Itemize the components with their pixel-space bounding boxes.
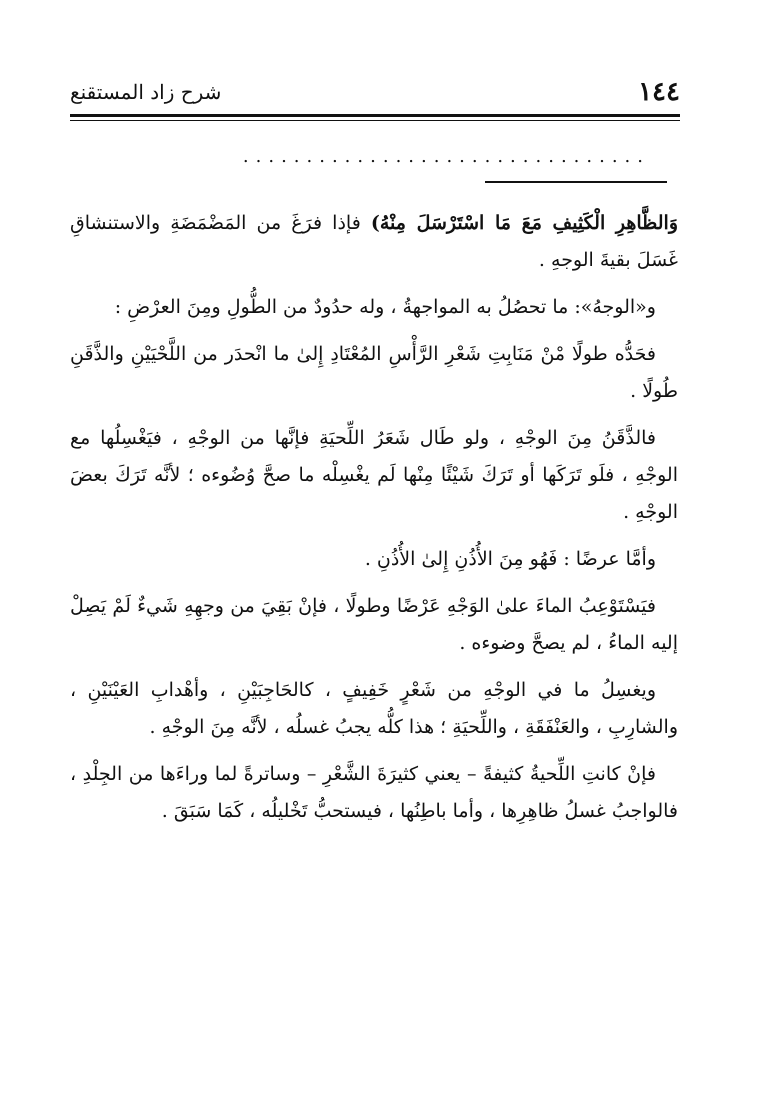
header-rule-thick <box>70 114 680 117</box>
page-number: ١٤٤ <box>638 77 680 107</box>
paragraph-2 <box>70 289 678 326</box>
section-rule <box>485 181 667 183</box>
paragraph-6 <box>70 588 678 662</box>
paragraph-text: و«الوجهُ»: ما تحصُلُ به المواجهةُ ، وله حدُودٌ من الطُّولِ ومِنَ العرْضِ : <box>114 296 656 318</box>
paragraph-text: فالذَّقَنُ مِنَ الوجْهِ ، ولو طَال شَعَرُ اللِّحيَةِ فإنَّها من الوجْهِ ، فيَغْسِلُها مع الوجْهِ ، فلَو تَرَكَها أو تَرَكَ شَيْئًا مِنْها لَم يغْسِلْه ما صحَّ وُضُوءه ؛ لأنَّه تَرَكَ بعضَ الوجْهِ . <box>70 427 678 523</box>
paragraph-7 <box>70 672 678 746</box>
body-text <box>70 205 678 840</box>
paragraph-text: فإنْ كانتِ اللِّحيةُ كثيفةً – يعني كثيرَةَ الشَّعْرِ – وساترةً لما وراءَها من الجِلْدِ ، فالواجبُ غسلُ ظاهِرِها ، وأما باطِنُها ، فيستحبُّ تَخْليلُه ، كَمَا سَبَقَ . <box>70 763 678 822</box>
paragraph-text: وأمَّا عرضًا : فَهُو مِنَ الأُذُنِ إِلىٰ الأُذُنِ . <box>364 548 656 570</box>
paragraph-8 <box>70 756 678 830</box>
paragraph-text: فحَدُّه طولًا مْنْ مَنَابِتِ شَعْرِ الرَّأْسِ المُعْتَادِ إِلىٰ ما انْحدَر من اللَّحْيَيْنِ والذَّقَنِ طُولًا . <box>70 343 678 402</box>
page-header <box>70 74 680 110</box>
paragraph-text: فيَسْتَوْعِبُ الماءَ علىٰ الوَجْهِ عَرْضًا وطولًا ، فإنْ بَقِيَ من وجهِهِ شَيءٌ لَمْ يَصِلْ إليه الماءُ ، لم يصحَّ وضوءه . <box>70 595 678 654</box>
paragraph-4 <box>70 420 678 531</box>
paragraph-3 <box>70 336 678 410</box>
running-title: شرح زاد المستقنع <box>70 80 222 104</box>
paragraph-1 <box>70 205 678 279</box>
matn-quote: وَالظَّاهِرِ الْكَثِيفِ مَعَ مَا اسْتَرْسَلَ مِنْهُ) <box>370 212 678 234</box>
paragraph-text: فإذا فرَغَ من المَضْمَضَةِ والاستنشاقِ غَسَلَ بقيةَ الوجهِ . <box>70 212 678 271</box>
dotted-separator: ................................ <box>242 146 650 167</box>
paragraph-5 <box>70 541 678 578</box>
paragraph-text: ويغسِلُ ما في الوجْهِ من شَعْرٍ خَفِيفٍ ، كالحَاجِبَيْنِ ، وأهْدابِ العَيْنَيْنِ ، والشارِبِ ، والعَنْفَقَةِ ، واللِّحيَةِ ؛ هذا كلُّه يجبُ غسلُه ، لأنَّه مِنَ الوجْهِ . <box>70 679 678 738</box>
header-rule-thin <box>70 120 680 121</box>
